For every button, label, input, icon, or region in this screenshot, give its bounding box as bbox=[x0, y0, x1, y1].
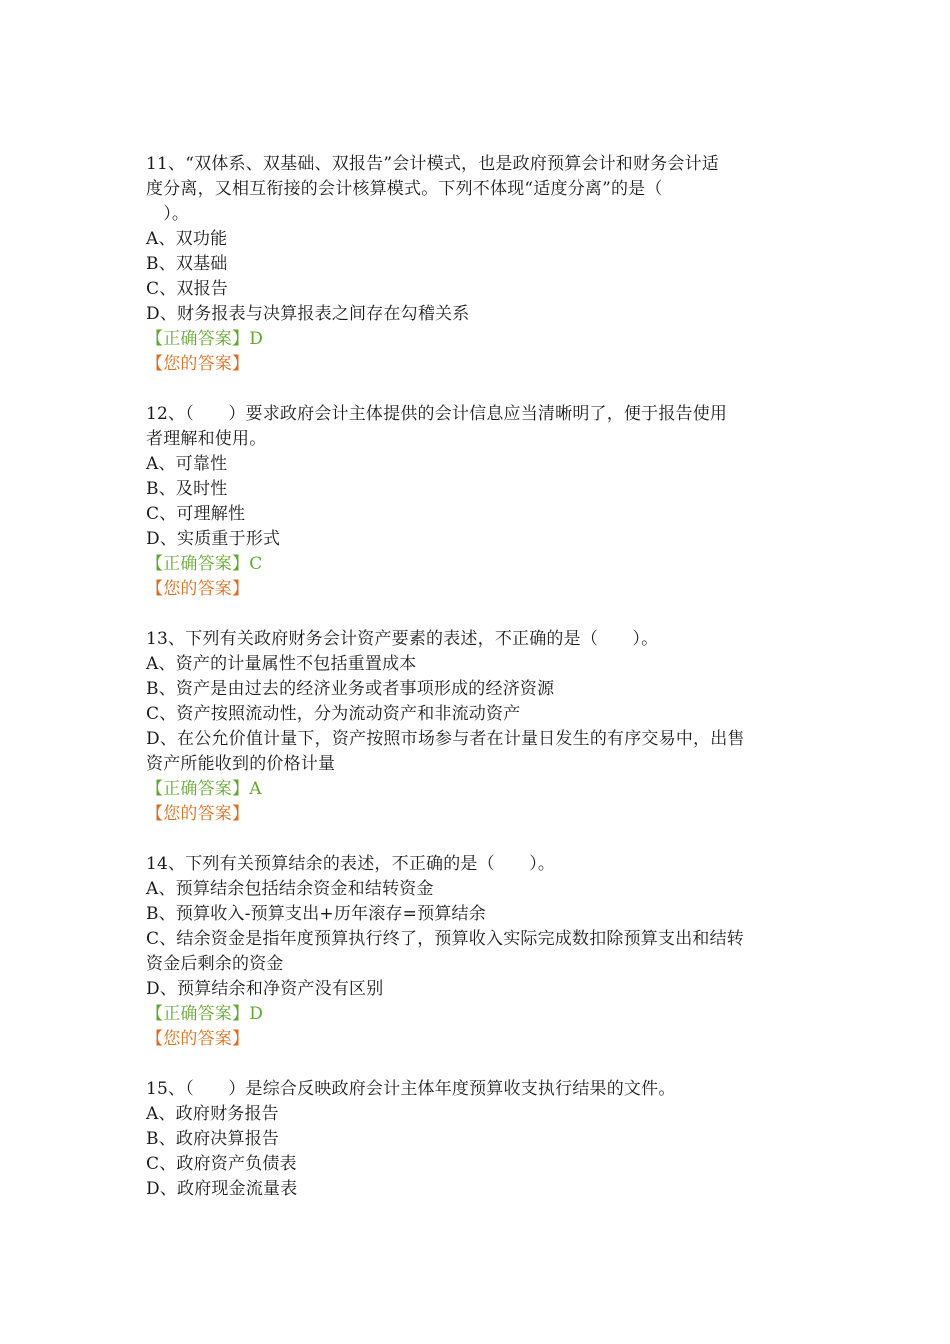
option-a: A、政府财务报告 bbox=[146, 1104, 279, 1124]
question-stem-line: 15、（ ）是综合反映政府会计主体年度预算收支执行结果的文件。 bbox=[146, 1079, 676, 1099]
question-stem-line: 度分离，又相互衔接的会计核算模式。下列不体现“适度分离”的是（ bbox=[146, 179, 663, 199]
option-d-continued: 资产所能收到的价格计量 bbox=[146, 754, 336, 774]
question-stem-line: 者理解和使用。 bbox=[146, 429, 267, 449]
option-d: D、在公允价值计量下，资产按照市场参与者在计量日发生的有序交易中，出售 bbox=[146, 729, 745, 749]
option-a: A、双功能 bbox=[146, 229, 228, 249]
option-d: D、预算结余和净资产没有区别 bbox=[146, 979, 384, 999]
correct-answer: 【正确答案】A bbox=[146, 779, 262, 799]
option-c: C、政府资产负债表 bbox=[146, 1154, 297, 1174]
option-a: A、可靠性 bbox=[146, 454, 228, 474]
your-answer: 【您的答案】 bbox=[146, 354, 250, 374]
question-stem-line: 12、（ ）要求政府会计主体提供的会计信息应当清晰明了，便于报告使用 bbox=[146, 404, 728, 424]
correct-answer: 【正确答案】D bbox=[146, 1004, 264, 1024]
option-b: B、资产是由过去的经济业务或者事项形成的经济资源 bbox=[146, 679, 555, 699]
option-c: C、资产按照流动性，分为流动资产和非流动资产 bbox=[146, 704, 521, 724]
question-list bbox=[146, 152, 811, 1227]
your-answer: 【您的答案】 bbox=[146, 1029, 250, 1049]
option-d: D、政府现金流量表 bbox=[146, 1179, 298, 1199]
option-d: D、实质重于形式 bbox=[146, 529, 281, 549]
question-13 bbox=[146, 627, 811, 827]
option-b: B、及时性 bbox=[146, 479, 228, 499]
question-15 bbox=[146, 1077, 811, 1202]
correct-answer: 【正确答案】C bbox=[146, 554, 263, 574]
option-c: C、可理解性 bbox=[146, 504, 246, 524]
question-stem-line: 11、“双体系、双基础、双报告”会计模式，也是政府预算会计和财务会计适 bbox=[146, 154, 720, 174]
option-b: B、预算收入-预算支出+历年滚存=预算结余 bbox=[146, 904, 486, 924]
option-b: B、政府决算报告 bbox=[146, 1129, 280, 1149]
question-stem-line: ）。 bbox=[146, 204, 190, 224]
your-answer: 【您的答案】 bbox=[146, 804, 250, 824]
your-answer: 【您的答案】 bbox=[146, 579, 250, 599]
option-a: A、资产的计量属性不包括重置成本 bbox=[146, 654, 417, 674]
option-c: C、双报告 bbox=[146, 279, 229, 299]
question-14 bbox=[146, 852, 811, 1052]
question-stem-line: 13、下列有关政府财务会计资产要素的表述，不正确的是（ ）。 bbox=[146, 629, 659, 649]
question-11 bbox=[146, 152, 811, 377]
option-d: D、财务报表与决算报表之间存在勾稽关系 bbox=[146, 304, 470, 324]
question-stem-line: 14、下列有关预算结余的表述，不正确的是（ ）。 bbox=[146, 854, 556, 874]
option-c-continued: 资金后剩余的资金 bbox=[146, 954, 284, 974]
question-12 bbox=[146, 402, 811, 602]
correct-answer: 【正确答案】D bbox=[146, 329, 264, 349]
option-a: A、预算结余包括结余资金和结转资金 bbox=[146, 879, 434, 899]
option-b: B、双基础 bbox=[146, 254, 228, 274]
option-c: C、结余资金是指年度预算执行终了，预算收入实际完成数扣除预算支出和结转 bbox=[146, 929, 745, 949]
